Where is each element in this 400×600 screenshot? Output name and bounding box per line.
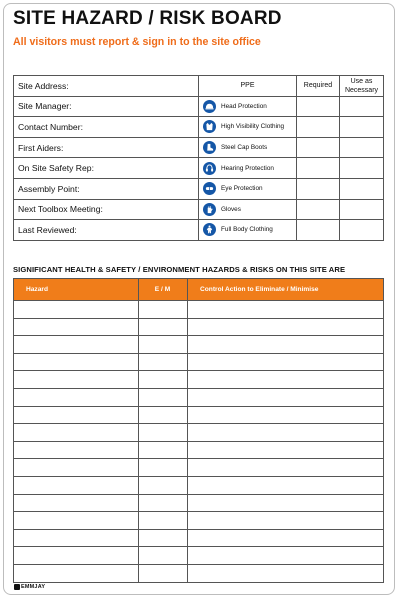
- hazard-cell: [14, 318, 139, 336]
- em-cell: [139, 301, 188, 319]
- hazard-cell: [14, 406, 139, 424]
- hazard-cell: [14, 353, 139, 371]
- table-row: [14, 137, 384, 158]
- use-cell: [340, 178, 384, 199]
- hazard-cell: [14, 301, 139, 319]
- required-cell: [297, 178, 340, 199]
- control-action-cell: [188, 388, 384, 406]
- table-row: [14, 388, 384, 406]
- table-row: [14, 564, 384, 582]
- required-cell: [297, 220, 340, 241]
- em-cell: [139, 371, 188, 389]
- em-cell: [139, 529, 188, 547]
- control-action-cell: [188, 529, 384, 547]
- required-cell: [297, 96, 340, 117]
- use-cell: [340, 158, 384, 179]
- ppe-label: Head Protection: [221, 102, 267, 110]
- table-row: [14, 96, 384, 117]
- ppe-item: [199, 117, 297, 138]
- em-cell: [139, 406, 188, 424]
- ppe-item: [199, 96, 297, 117]
- hazard-cell: [14, 476, 139, 494]
- em-cell: [139, 459, 188, 477]
- assembly-point-label: Assembly Point:: [14, 178, 199, 199]
- control-action-cell: [188, 494, 384, 512]
- use-as-necessary-header: Use as Necessary: [340, 76, 384, 97]
- board-subtitle: All visitors must report & sign in to the site office: [13, 36, 261, 48]
- ppe-label: Eye Protection: [221, 185, 263, 193]
- required-cell: [297, 158, 340, 179]
- table-row: [14, 301, 384, 319]
- em-cell: [139, 547, 188, 565]
- safety-boot-icon: [203, 141, 216, 154]
- use-cell: [340, 199, 384, 220]
- risk-table-body: [14, 301, 384, 583]
- hazard-header: Hazard: [14, 279, 139, 301]
- hazard-cell: [14, 424, 139, 442]
- table-row: [14, 476, 384, 494]
- table-row: [14, 336, 384, 354]
- hazard-cell: [14, 336, 139, 354]
- table-row: [14, 117, 384, 138]
- hazard-cell: [14, 529, 139, 547]
- control-action-cell: [188, 547, 384, 565]
- ppe-header: PPE: [199, 76, 297, 97]
- hazard-risk-table: [13, 278, 384, 583]
- table-row: [14, 512, 384, 530]
- toolbox-meeting-label: Next Toolbox Meeting:: [14, 199, 199, 220]
- ear-muffs-icon: [203, 162, 216, 175]
- brand-name: EMMJAY: [21, 584, 46, 590]
- hazard-cell: [14, 564, 139, 582]
- safety-rep-label: On Site Safety Rep:: [14, 158, 199, 179]
- required-header: Required: [297, 76, 340, 97]
- ppe-item: [199, 137, 297, 158]
- use-cell: [340, 137, 384, 158]
- ppe-item: [199, 158, 297, 179]
- control-action-cell: [188, 406, 384, 424]
- em-cell: [139, 441, 188, 459]
- control-action-cell: [188, 459, 384, 477]
- table-row: [14, 318, 384, 336]
- table-row: [14, 220, 384, 241]
- gloves-icon: [203, 203, 216, 216]
- last-reviewed-label: Last Reviewed:: [14, 220, 199, 241]
- em-cell: [139, 494, 188, 512]
- control-action-cell: [188, 564, 384, 582]
- control-action-cell: [188, 371, 384, 389]
- brand-logo: [14, 584, 45, 590]
- required-cell: [297, 137, 340, 158]
- ppe-label: High Visibility Clothing: [221, 123, 285, 131]
- table-row: [14, 494, 384, 512]
- ppe-item: [199, 178, 297, 199]
- hazard-cell: [14, 459, 139, 477]
- table-row: [14, 76, 384, 97]
- safety-goggles-icon: [203, 182, 216, 195]
- ppe-item: [199, 220, 297, 241]
- table-row: [14, 158, 384, 179]
- contact-number-label: Contact Number:: [14, 117, 199, 138]
- em-cell: [139, 424, 188, 442]
- hazard-cell: [14, 547, 139, 565]
- required-cell: [297, 117, 340, 138]
- hazard-cell: [14, 388, 139, 406]
- site-info-table: [13, 75, 384, 241]
- table-row: [14, 353, 384, 371]
- em-cell: [139, 336, 188, 354]
- table-row: [14, 406, 384, 424]
- control-action-cell: [188, 512, 384, 530]
- table-row: [14, 199, 384, 220]
- em-header: E / M: [139, 279, 188, 301]
- table-row: [14, 178, 384, 199]
- hazard-cell: [14, 494, 139, 512]
- control-action-header: Control Action to Eliminate / Minimise: [188, 279, 384, 301]
- em-cell: [139, 564, 188, 582]
- hazard-cell: [14, 441, 139, 459]
- em-cell: [139, 388, 188, 406]
- ppe-label: Hearing Protection: [221, 164, 274, 172]
- control-action-cell: [188, 336, 384, 354]
- table-row: [14, 529, 384, 547]
- control-action-cell: [188, 353, 384, 371]
- hazard-cell: [14, 371, 139, 389]
- control-action-cell: [188, 301, 384, 319]
- em-cell: [139, 512, 188, 530]
- ppe-label: Steel Cap Boots: [221, 144, 268, 152]
- board-title: SITE HAZARD / RISK BOARD: [13, 8, 282, 29]
- coverall-icon: [203, 223, 216, 236]
- control-action-cell: [188, 441, 384, 459]
- use-cell: [340, 220, 384, 241]
- control-action-cell: [188, 476, 384, 494]
- ppe-label: Full Body Clothing: [221, 226, 273, 234]
- table-row: [14, 441, 384, 459]
- ppe-item: [199, 199, 297, 220]
- logo-mark-icon: [14, 584, 20, 590]
- ppe-label: Gloves: [221, 205, 241, 213]
- hazards-section-title: SIGNIFICANT HEALTH & SAFETY / ENVIRONMENT HAZARDS & RISKS ON THIS SITE ARE: [13, 265, 346, 274]
- first-aiders-label: First Aiders:: [14, 137, 199, 158]
- em-cell: [139, 476, 188, 494]
- risk-table-header: [14, 279, 384, 301]
- table-row: [14, 371, 384, 389]
- hazard-cell: [14, 512, 139, 530]
- em-cell: [139, 353, 188, 371]
- table-row: [14, 424, 384, 442]
- em-cell: [139, 318, 188, 336]
- hi-vis-vest-icon: [203, 120, 216, 133]
- use-cell: [340, 117, 384, 138]
- required-cell: [297, 199, 340, 220]
- hard-hat-icon: [203, 100, 216, 113]
- table-row: [14, 459, 384, 477]
- site-address-label: Site Address:: [14, 76, 199, 97]
- site-manager-label: Site Manager:: [14, 96, 199, 117]
- control-action-cell: [188, 424, 384, 442]
- table-row: [14, 547, 384, 565]
- use-cell: [340, 96, 384, 117]
- control-action-cell: [188, 318, 384, 336]
